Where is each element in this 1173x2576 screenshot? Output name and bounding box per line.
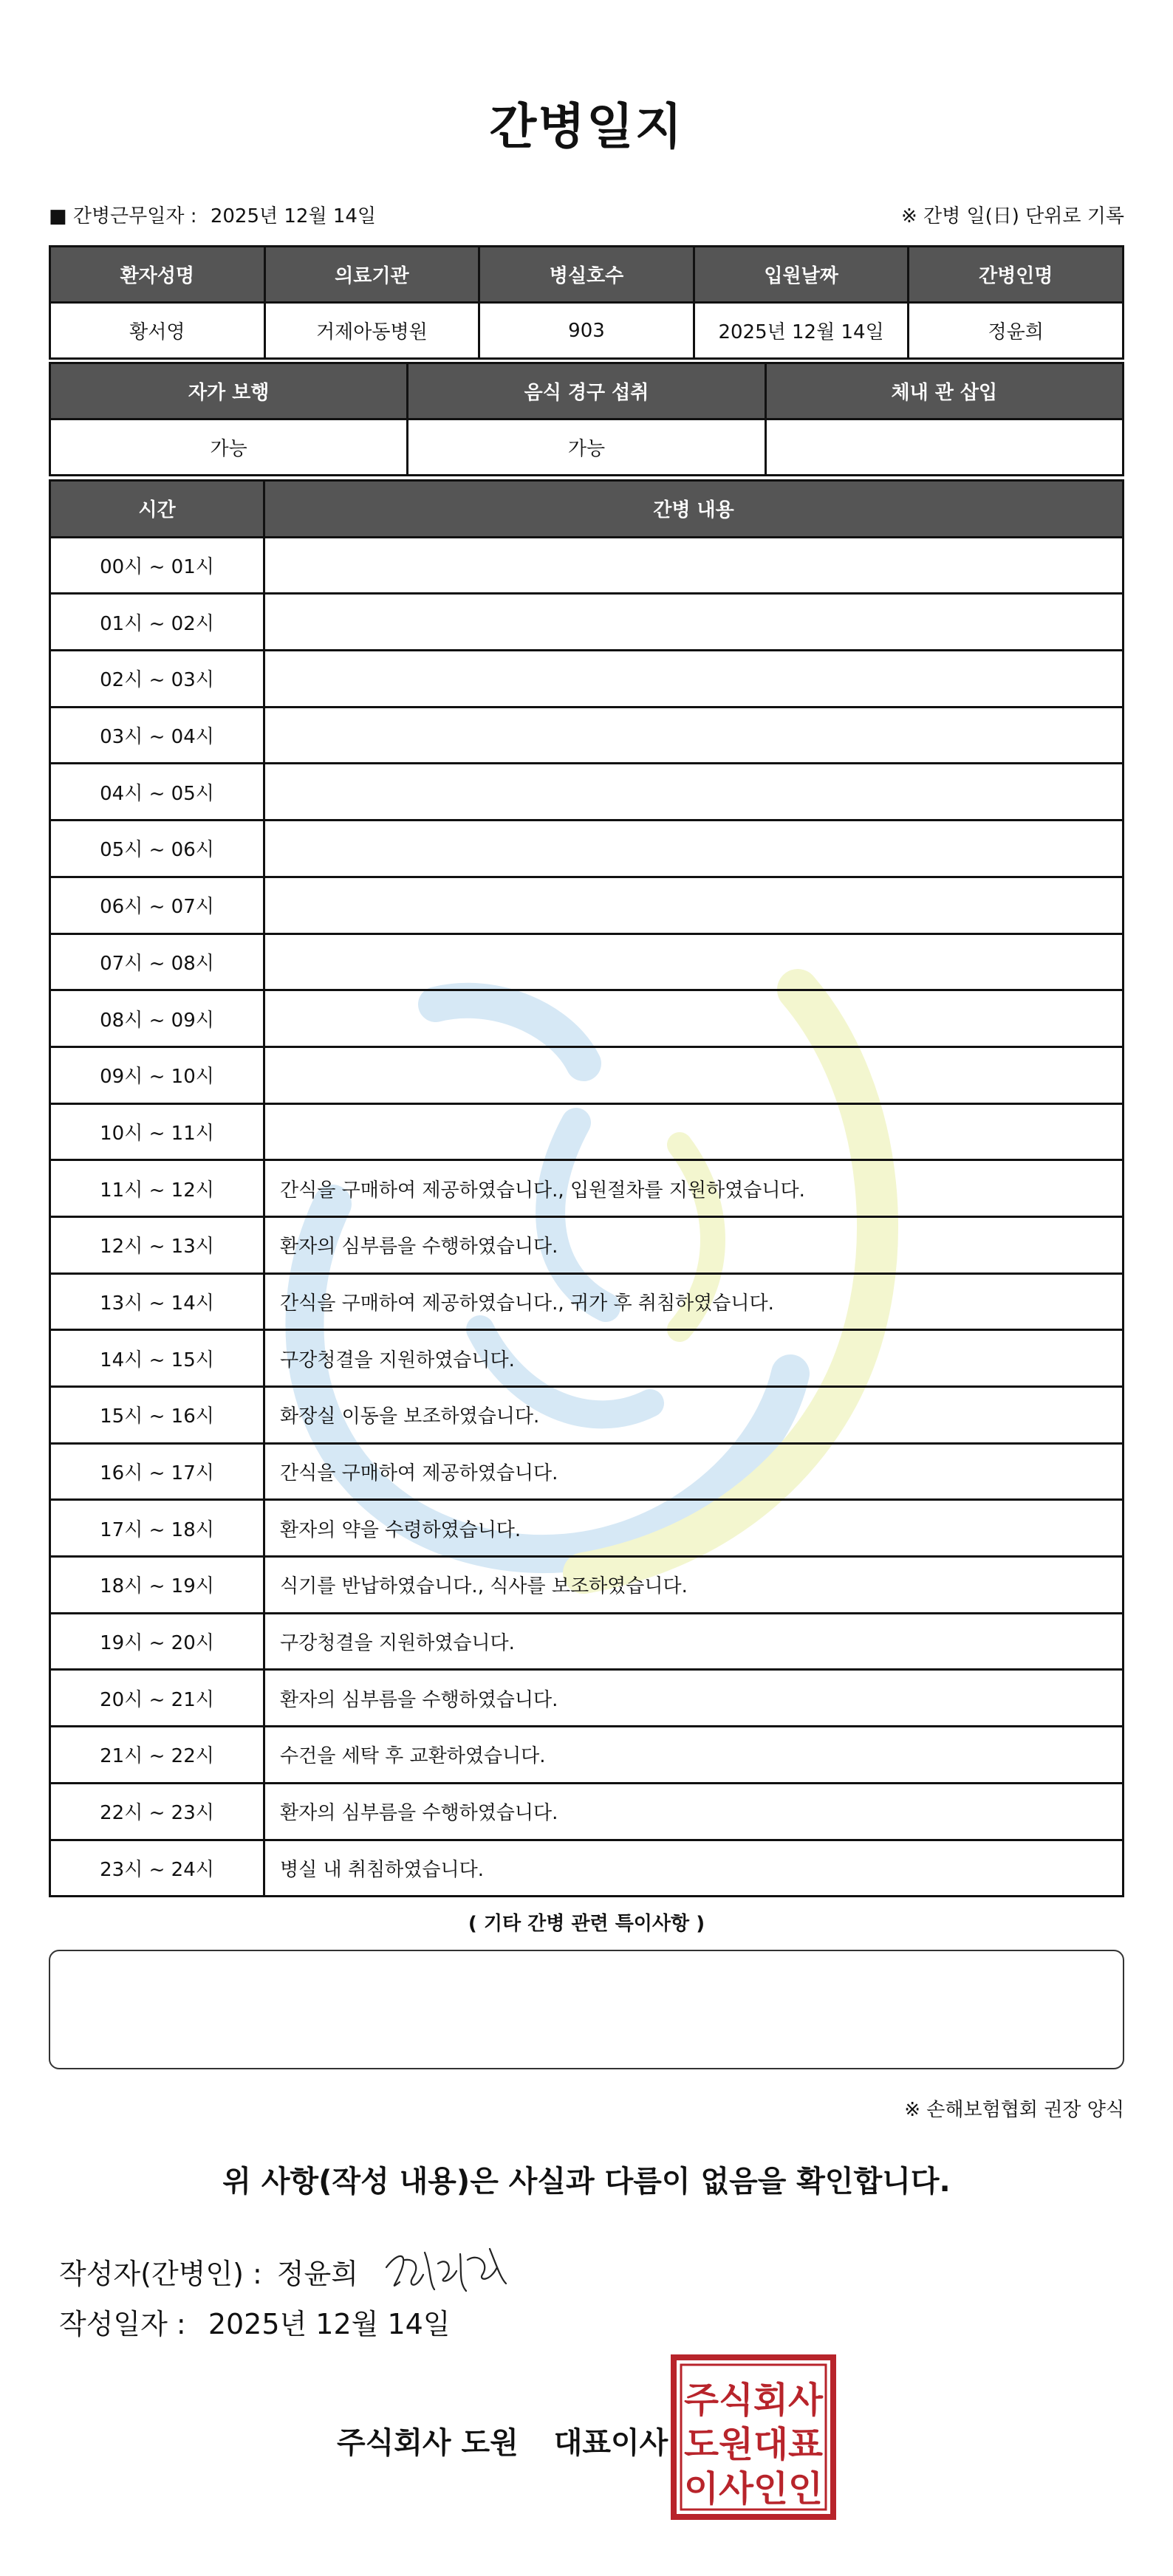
log-content: [264, 990, 1124, 1047]
company-seal-stamp: [669, 2353, 838, 2521]
seal-row-2: 이사인인: [684, 2468, 823, 2510]
header-care-content: 간병 내용: [264, 481, 1124, 538]
company-name: 주식회사 도원: [337, 2426, 519, 2460]
log-content: 간식을 구매하여 제공하였습니다., 입원절차를 지원하였습니다.: [264, 1160, 1124, 1217]
log-content: 간식을 구매하여 제공하였습니다., 귀가 후 취침하였습니다.: [264, 1273, 1124, 1330]
header-oral-intake: 음식 경구 섭취: [408, 363, 765, 419]
walking-value: 가능: [50, 419, 408, 476]
log-row: [50, 1103, 1124, 1160]
log-row: [50, 1557, 1124, 1614]
write-date-line: [59, 2301, 451, 2342]
hospital-name: 거제아동병원: [264, 303, 479, 359]
log-time: 01시 ~ 02시: [50, 594, 264, 651]
log-time: 06시 ~ 07시: [50, 877, 264, 934]
document-title: 간병일지: [489, 98, 684, 155]
log-content: [264, 877, 1124, 934]
admission-date: 2025년 12월 14일: [694, 303, 909, 359]
signature-image: [379, 2238, 519, 2304]
log-content: [264, 934, 1124, 990]
log-content: 환자의 심부름을 수행하였습니다.: [264, 1216, 1124, 1273]
log-row: [50, 1727, 1124, 1784]
confirmation-statement: 위 사항(작성 내용)은 사실과 다름이 없음을 확인합니다.: [222, 2165, 951, 2199]
status-header-row: [50, 363, 1124, 419]
header-walking: 자가 보행: [50, 363, 408, 419]
log-time: 13시 ~ 14시: [50, 1273, 264, 1330]
log-row: [50, 821, 1124, 877]
log-row: [50, 1613, 1124, 1670]
work-date-label: ■ 간병근무일자 :: [49, 205, 197, 227]
log-time: 11시 ~ 12시: [50, 1160, 264, 1217]
log-row: [50, 1670, 1124, 1727]
header-patient-name: 환자성명: [50, 247, 265, 303]
log-row: [50, 1046, 1124, 1103]
log-time: 08시 ~ 09시: [50, 990, 264, 1047]
recommended-form-note: ※ 손해보험협회 권장 양식: [904, 2099, 1124, 2121]
header-admission-date: 입원날짜: [694, 247, 909, 303]
log-content: [264, 537, 1124, 594]
header-time: 시간: [50, 481, 264, 538]
log-time: 09시 ~ 10시: [50, 1046, 264, 1103]
caregiver-name: 정윤희: [909, 303, 1124, 359]
log-row: [50, 707, 1124, 764]
patient-status-table: [49, 362, 1124, 476]
header-caregiver: 간병인명: [909, 247, 1124, 303]
log-time: 07시 ~ 08시: [50, 934, 264, 990]
write-date-value: 2025년 12월 14일: [208, 2308, 451, 2340]
log-row: [50, 1216, 1124, 1273]
log-row: [50, 934, 1124, 990]
log-time: 21시 ~ 22시: [50, 1727, 264, 1784]
log-time: 15시 ~ 16시: [50, 1387, 264, 1444]
patient-name: 황서영: [50, 303, 265, 359]
header-room: 병실호수: [479, 247, 694, 303]
log-time: 22시 ~ 23시: [50, 1783, 264, 1840]
log-row: [50, 594, 1124, 651]
log-row: [50, 1783, 1124, 1840]
log-time: 02시 ~ 03시: [50, 651, 264, 708]
log-time: 10시 ~ 11시: [50, 1103, 264, 1160]
log-time: 18시 ~ 19시: [50, 1557, 264, 1614]
log-time: 14시 ~ 15시: [50, 1330, 264, 1387]
status-value-row: [50, 419, 1124, 476]
log-body: [50, 537, 1124, 1897]
writer-name: 정윤희: [276, 2257, 358, 2290]
log-content: 화장실 이동을 보조하였습니다.: [264, 1387, 1124, 1444]
log-row: [50, 1443, 1124, 1500]
log-time: 12시 ~ 13시: [50, 1216, 264, 1273]
patient-header-row: [50, 247, 1124, 303]
log-row: [50, 990, 1124, 1047]
log-row: [50, 764, 1124, 821]
company-signature-line: [337, 2419, 668, 2462]
log-header-row: [50, 481, 1124, 538]
log-content: [264, 707, 1124, 764]
log-content: 수건을 세탁 후 교환하였습니다.: [264, 1727, 1124, 1784]
log-time: 04시 ~ 05시: [50, 764, 264, 821]
log-content: 간식을 구매하여 제공하였습니다.: [264, 1443, 1124, 1500]
notes-heading: ( 기타 간병 관련 특이사항 ): [468, 1913, 705, 1935]
writer-line: [59, 2238, 519, 2304]
log-content: 환자의 약을 수령하였습니다.: [264, 1500, 1124, 1557]
log-row: [50, 537, 1124, 594]
representative-title: 대표이사: [553, 2426, 668, 2460]
log-content: [264, 764, 1124, 821]
hourly-care-log-table: [49, 479, 1124, 1897]
log-row: [50, 1387, 1124, 1444]
log-row: [50, 1500, 1124, 1557]
log-time: 23시 ~ 24시: [50, 1840, 264, 1897]
log-content: 환자의 심부름을 수행하였습니다.: [264, 1783, 1124, 1840]
log-row: [50, 1330, 1124, 1387]
log-row: [50, 877, 1124, 934]
room-number: 903: [479, 303, 694, 359]
daily-record-note: ※ 간병 일(日) 단위로 기록: [900, 205, 1124, 227]
log-time: 00시 ~ 01시: [50, 537, 264, 594]
log-content: [264, 1046, 1124, 1103]
log-row: [50, 1160, 1124, 1217]
log-content: [264, 821, 1124, 877]
writer-label: 작성자(간병인) :: [59, 2257, 262, 2290]
seal-row-1: 도원대표: [684, 2424, 824, 2465]
log-content: 구강청결을 지원하였습니다.: [264, 1613, 1124, 1670]
header-hospital: 의료기관: [264, 247, 479, 303]
notes-box: [49, 1950, 1124, 2069]
log-row: [50, 1273, 1124, 1330]
log-content: [264, 594, 1124, 651]
log-row: [50, 651, 1124, 708]
log-content: [264, 1103, 1124, 1160]
tube-value: [765, 419, 1123, 476]
log-row: [50, 1840, 1124, 1897]
work-date-value: 2025년 12월 14일: [210, 205, 377, 227]
log-content: 환자의 심부름을 수행하였습니다.: [264, 1670, 1124, 1727]
log-time: 16시 ~ 17시: [50, 1443, 264, 1500]
header-tube: 체내 관 삽입: [765, 363, 1123, 419]
oral-intake-value: 가능: [408, 419, 765, 476]
log-time: 19시 ~ 20시: [50, 1613, 264, 1670]
log-time: 20시 ~ 21시: [50, 1670, 264, 1727]
seal-row-0: 주식회사: [684, 2380, 824, 2421]
log-time: 05시 ~ 06시: [50, 821, 264, 877]
log-content: 구강청결을 지원하였습니다.: [264, 1330, 1124, 1387]
work-date: [49, 201, 376, 228]
patient-value-row: [50, 303, 1124, 359]
write-date-label: 작성일자 :: [59, 2308, 186, 2340]
log-content: 식기를 반납하였습니다., 식사를 보조하였습니다.: [264, 1557, 1124, 1614]
log-content: 병실 내 취침하였습니다.: [264, 1840, 1124, 1897]
log-time: 17시 ~ 18시: [50, 1500, 264, 1557]
log-time: 03시 ~ 04시: [50, 707, 264, 764]
patient-info-table: [49, 245, 1124, 360]
log-content: [264, 651, 1124, 708]
